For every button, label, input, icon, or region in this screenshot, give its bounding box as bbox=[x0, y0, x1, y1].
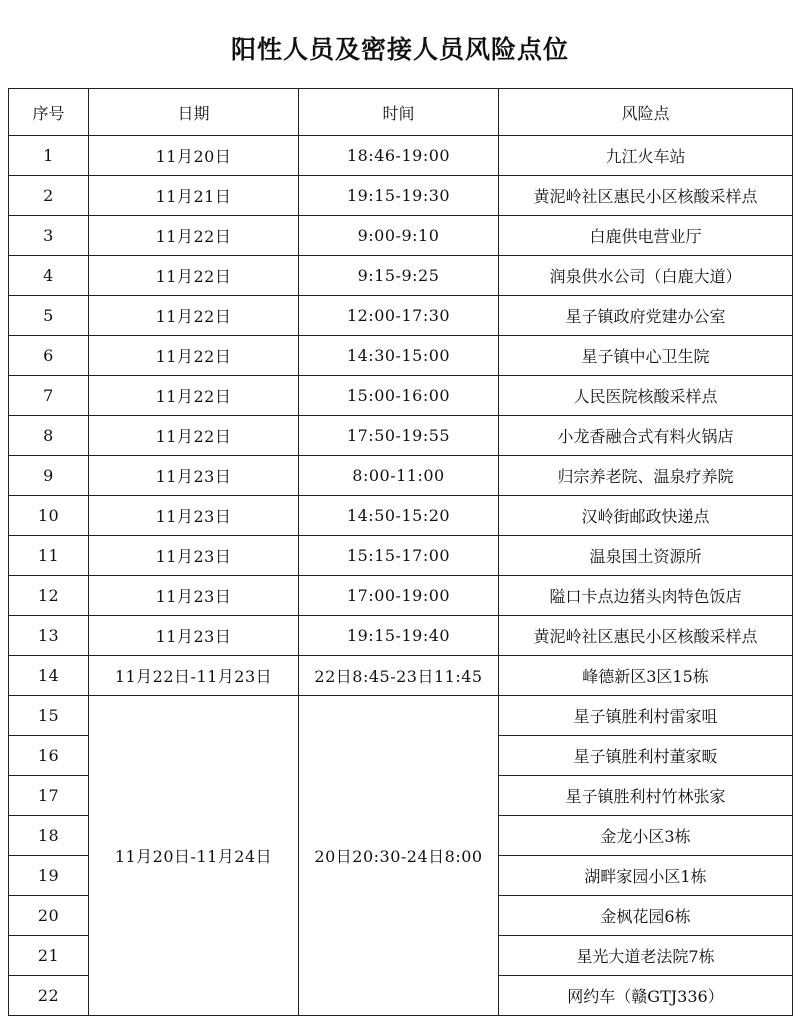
row-risk-location: 星子镇政府党建办公室 bbox=[499, 296, 793, 336]
table-row bbox=[9, 216, 793, 256]
row-risk-location: 湖畔家园小区1栋 bbox=[499, 856, 793, 896]
row-risk-location: 星子镇胜利村雷家咀 bbox=[499, 696, 793, 736]
row-serial: 7 bbox=[9, 376, 89, 416]
row-serial: 22 bbox=[9, 976, 89, 1016]
row-time: 14:30-15:00 bbox=[299, 336, 499, 376]
row-serial: 18 bbox=[9, 816, 89, 856]
group-time: 20日20:30-24日8:00 bbox=[299, 696, 499, 1016]
table-row bbox=[9, 176, 793, 216]
row-risk-location: 汉岭街邮政快递点 bbox=[499, 496, 793, 536]
header-serial: 序号 bbox=[9, 89, 89, 136]
row-risk-location: 金枫花园6栋 bbox=[499, 896, 793, 936]
table-row bbox=[9, 496, 793, 536]
row-risk-location: 归宗养老院、温泉疗养院 bbox=[499, 456, 793, 496]
row-serial: 10 bbox=[9, 496, 89, 536]
page-title: 阳性人员及密接人员风险点位 bbox=[230, 35, 569, 64]
row-time: 19:15-19:30 bbox=[299, 176, 499, 216]
row-risk-location: 星子镇胜利村董家畈 bbox=[499, 736, 793, 776]
row-time: 9:00-9:10 bbox=[299, 216, 499, 256]
row-date: 11月22日 bbox=[89, 256, 299, 296]
row-date: 11月22日 bbox=[89, 376, 299, 416]
row-time: 12:00-17:30 bbox=[299, 296, 499, 336]
row-serial: 16 bbox=[9, 736, 89, 776]
document-frame bbox=[8, 8, 792, 1008]
row-time: 22日8:45-23日11:45 bbox=[299, 656, 499, 696]
row-risk-location: 小龙香融合式有料火锅店 bbox=[499, 416, 793, 456]
table-row bbox=[9, 576, 793, 616]
row-risk-location: 九江火车站 bbox=[499, 136, 793, 176]
row-date: 11月22日 bbox=[89, 296, 299, 336]
row-serial: 20 bbox=[9, 896, 89, 936]
row-risk-location: 黄泥岭社区惠民小区核酸采样点 bbox=[499, 176, 793, 216]
row-serial: 4 bbox=[9, 256, 89, 296]
row-date: 11月22日 bbox=[89, 416, 299, 456]
row-date: 11月23日 bbox=[89, 576, 299, 616]
table-row bbox=[9, 696, 793, 736]
table-row bbox=[9, 336, 793, 376]
row-serial: 11 bbox=[9, 536, 89, 576]
row-date: 11月21日 bbox=[89, 176, 299, 216]
table-header-row bbox=[9, 89, 793, 136]
row-time: 17:50-19:55 bbox=[299, 416, 499, 456]
row-date: 11月23日 bbox=[89, 616, 299, 656]
row-time: 19:15-19:40 bbox=[299, 616, 499, 656]
table-row bbox=[9, 416, 793, 456]
row-date: 11月23日 bbox=[89, 456, 299, 496]
table-row bbox=[9, 656, 793, 696]
table-row bbox=[9, 296, 793, 336]
row-risk-location: 峰德新区3区15栋 bbox=[499, 656, 793, 696]
row-risk-location: 润泉供水公司（白鹿大道） bbox=[499, 256, 793, 296]
row-date: 11月22日 bbox=[89, 336, 299, 376]
header-risk-location: 风险点 bbox=[499, 89, 793, 136]
risk-locations-table bbox=[8, 88, 793, 1016]
row-serial: 9 bbox=[9, 456, 89, 496]
row-risk-location: 网约车（赣GTJ336） bbox=[499, 976, 793, 1016]
row-serial: 12 bbox=[9, 576, 89, 616]
row-serial: 6 bbox=[9, 336, 89, 376]
row-time: 15:15-17:00 bbox=[299, 536, 499, 576]
row-time: 18:46-19:00 bbox=[299, 136, 499, 176]
header-time: 时间 bbox=[299, 89, 499, 136]
row-time: 9:15-9:25 bbox=[299, 256, 499, 296]
table-row bbox=[9, 376, 793, 416]
table-row bbox=[9, 136, 793, 176]
row-serial: 13 bbox=[9, 616, 89, 656]
row-risk-location: 星光大道老法院7栋 bbox=[499, 936, 793, 976]
row-time: 14:50-15:20 bbox=[299, 496, 499, 536]
row-serial: 21 bbox=[9, 936, 89, 976]
table-row bbox=[9, 456, 793, 496]
row-date: 11月20日 bbox=[89, 136, 299, 176]
row-risk-location: 黄泥岭社区惠民小区核酸采样点 bbox=[499, 616, 793, 656]
table-body bbox=[9, 136, 793, 1016]
table-row bbox=[9, 256, 793, 296]
row-serial: 1 bbox=[9, 136, 89, 176]
row-risk-location: 温泉国土资源所 bbox=[499, 536, 793, 576]
row-date: 11月23日 bbox=[89, 496, 299, 536]
row-date: 11月22日 bbox=[89, 216, 299, 256]
row-risk-location: 金龙小区3栋 bbox=[499, 816, 793, 856]
row-risk-location: 隘口卡点边猪头肉特色饭店 bbox=[499, 576, 793, 616]
row-serial: 3 bbox=[9, 216, 89, 256]
row-date: 11月23日 bbox=[89, 536, 299, 576]
row-serial: 17 bbox=[9, 776, 89, 816]
row-date: 11月22日-11月23日 bbox=[89, 656, 299, 696]
row-serial: 15 bbox=[9, 696, 89, 736]
row-risk-location: 白鹿供电营业厅 bbox=[499, 216, 793, 256]
row-risk-location: 星子镇胜利村竹林张家 bbox=[499, 776, 793, 816]
table-row bbox=[9, 536, 793, 576]
row-serial: 8 bbox=[9, 416, 89, 456]
header-date: 日期 bbox=[89, 89, 299, 136]
row-serial: 19 bbox=[9, 856, 89, 896]
row-risk-location: 人民医院核酸采样点 bbox=[499, 376, 793, 416]
group-date: 11月20日-11月24日 bbox=[89, 696, 299, 1016]
row-risk-location: 星子镇中心卫生院 bbox=[499, 336, 793, 376]
row-time: 17:00-19:00 bbox=[299, 576, 499, 616]
row-serial: 5 bbox=[9, 296, 89, 336]
table-row bbox=[9, 616, 793, 656]
row-time: 15:00-16:00 bbox=[299, 376, 499, 416]
row-time: 8:00-11:00 bbox=[299, 456, 499, 496]
row-serial: 14 bbox=[9, 656, 89, 696]
row-serial: 2 bbox=[9, 176, 89, 216]
